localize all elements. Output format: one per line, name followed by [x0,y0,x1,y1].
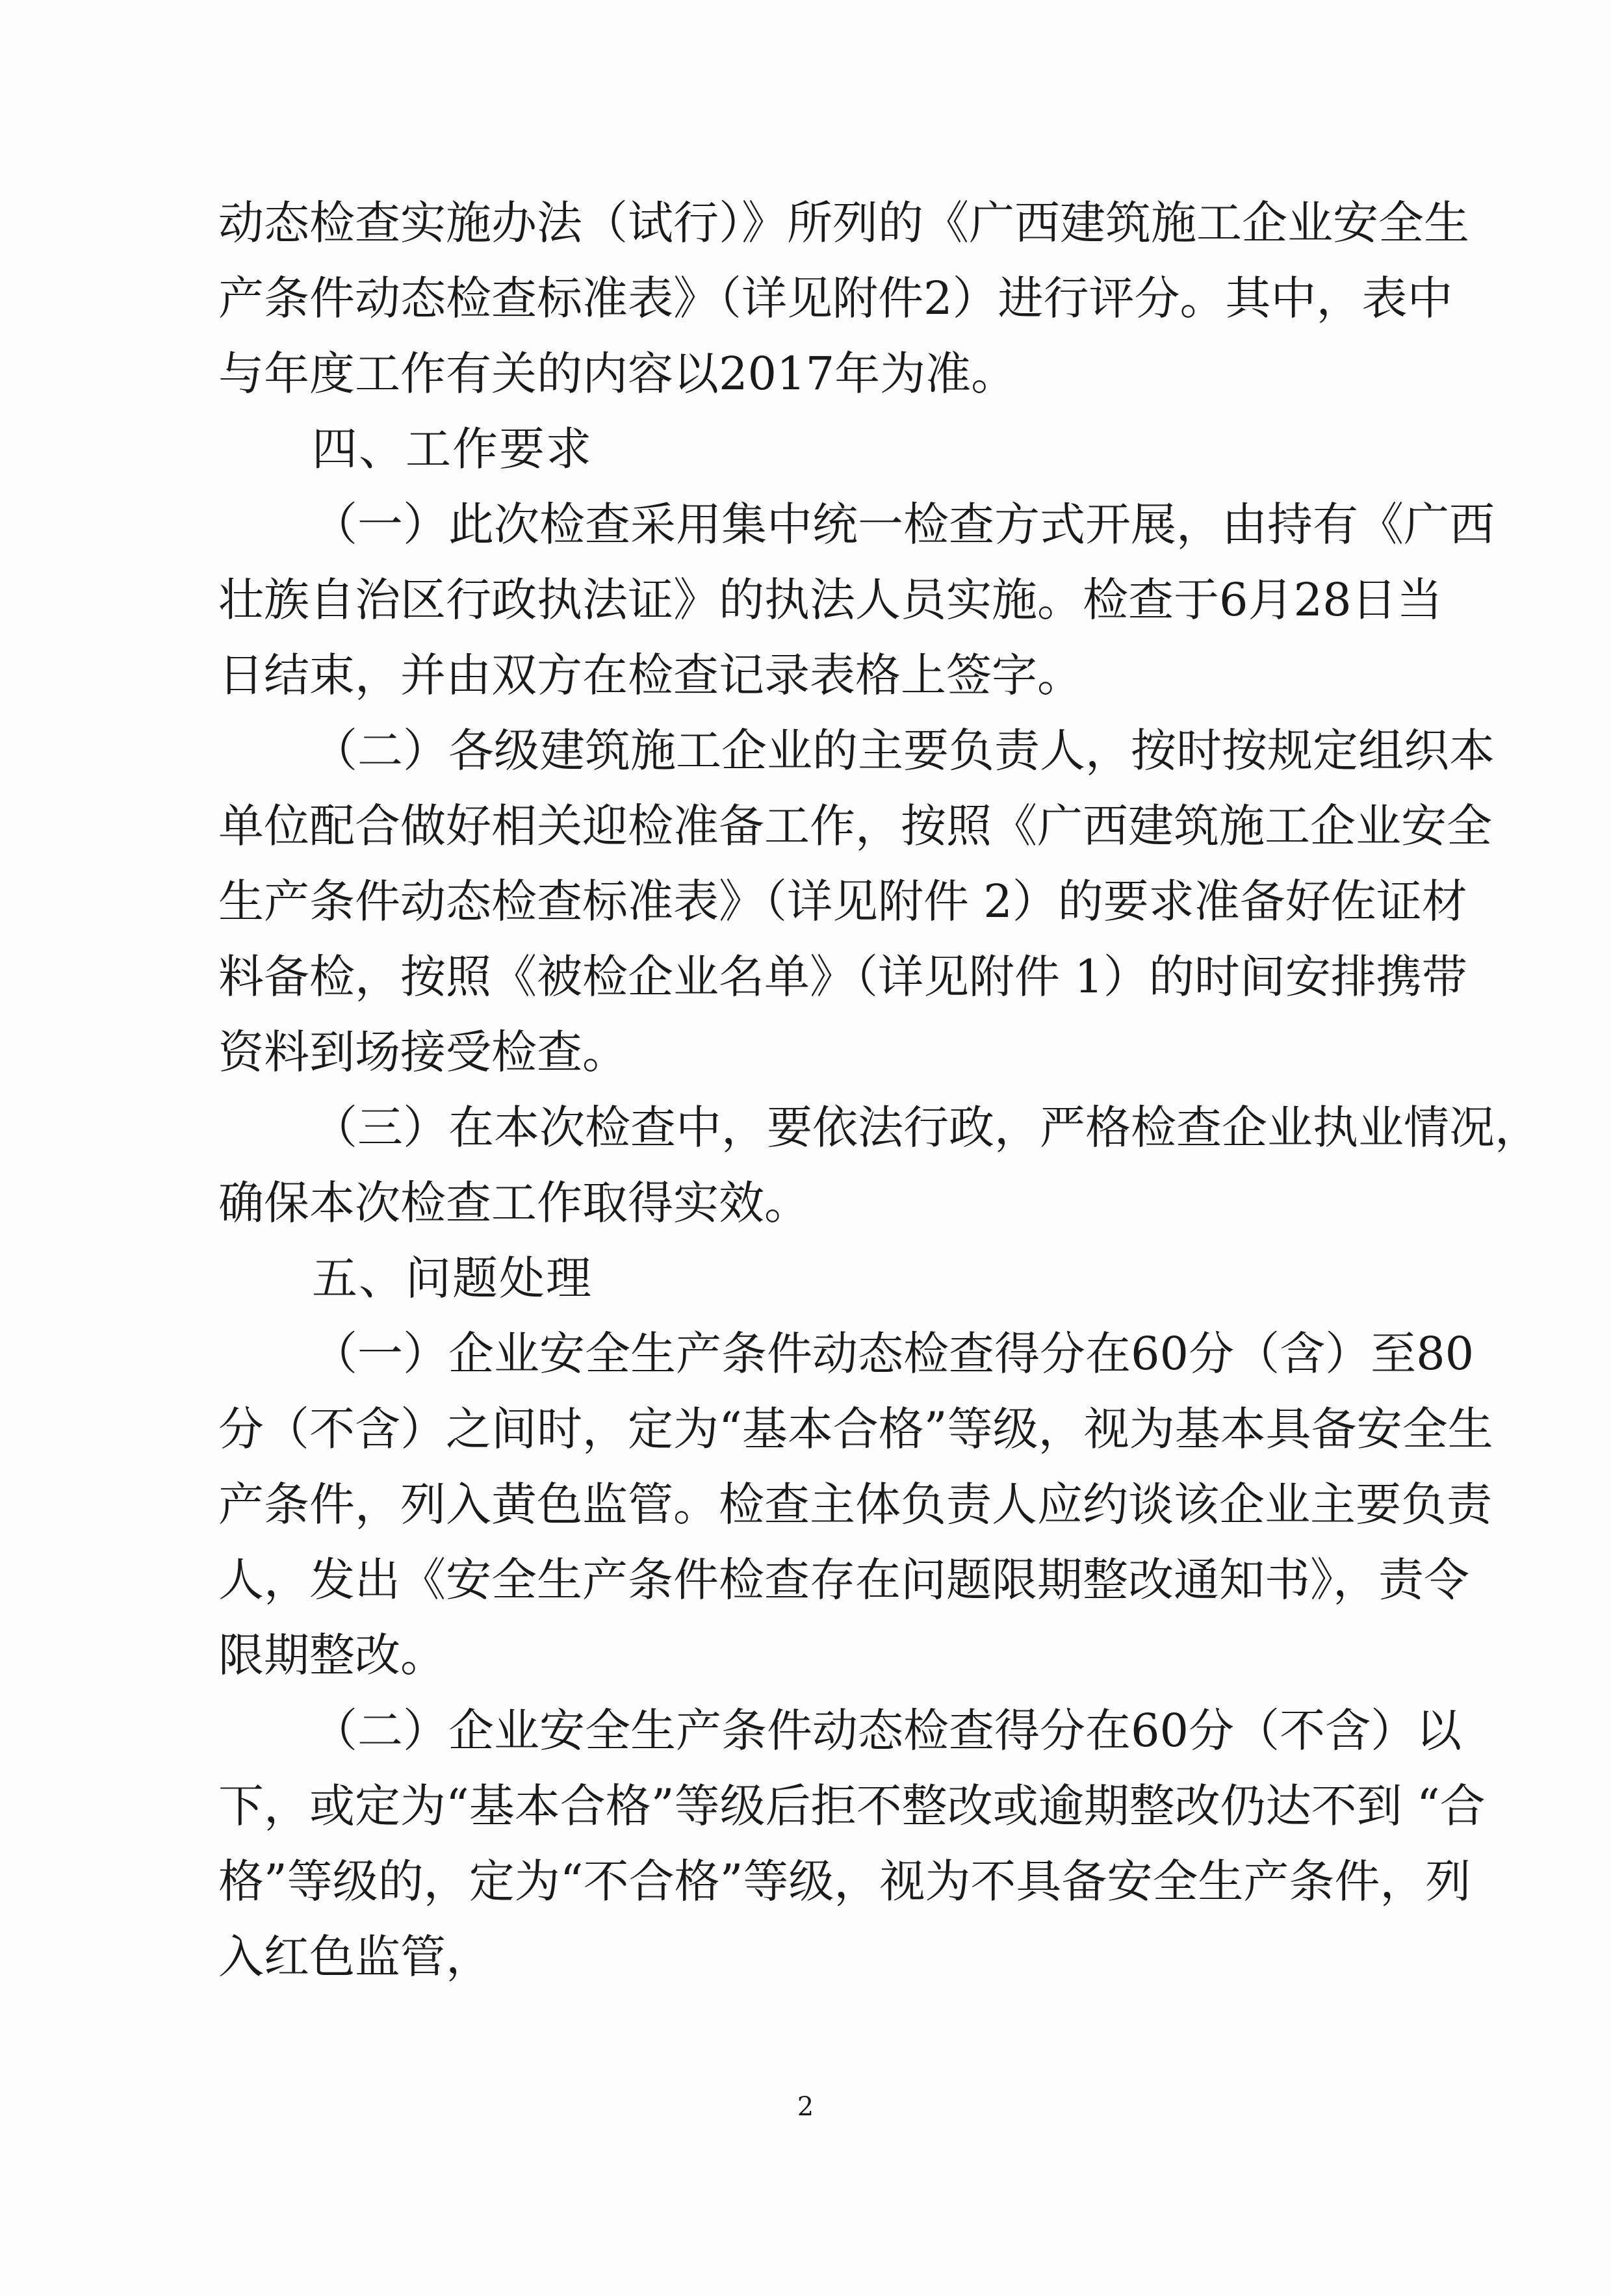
body-line: 分（不含）之间时，定为“基本合格”等级，视为基本具备安全生 [218,1402,1493,1456]
page-number: 2 [797,2092,814,2122]
body-line: 限期整改。 [218,1629,446,1682]
body-line: 壮族自治区行政执法证》的执法人员实施。检查于6月28日当 [218,573,1443,626]
body-line: 动态检查实施办法（试行）》所列的《广西建筑施工企业安全生 [218,196,1469,250]
body-line: （二）各级建筑施工企业的主要负责人，按时按规定组织本 [312,724,1495,777]
body-line: 格”等级的，定为“不合格”等级，视为不具备安全生产条件，列 [218,1855,1471,1908]
section-heading-work-requirements: 四、工作要求 [312,422,593,476]
body-line: 资料到场接受检查。 [218,1025,628,1079]
body-line: （三）在本次检查中，要依法行政，严格检查企业执业情况， [312,1101,1540,1154]
body-line: 人，发出《安全生产条件检查存在问题限期整改通知书》，责令 [218,1553,1469,1606]
body-line: （二）企业安全生产条件动态检查得分在60分（不含）以 [312,1704,1462,1757]
body-line: 与年度工作有关的内容以2017年为准。 [218,347,1017,400]
body-line: （一）企业安全生产条件动态检查得分在60分（含）至80 [312,1327,1475,1380]
body-line: 产条件，列入黄色监管。检查主体负责人应约谈该企业主要负责 [218,1478,1492,1531]
body-line: 料备检，按照《被检企业名单》（详见附件 1）的时间安排携带 [218,950,1467,1003]
body-line: 入红色监管， [218,1930,491,1983]
body-line: 产条件动态检查标准表》（详见附件2）进行评分。其中，表中 [218,272,1453,325]
body-line: （一）此次检查采用集中统一检查方式开展，由持有《广西 [312,498,1495,551]
body-line: 日结束，并由双方在检查记录表格上签字。 [218,649,1083,702]
section-heading-problem-handling: 五、问题处理 [312,1252,593,1305]
body-line: 生产条件动态检查标准表》（详见附件 2）的要求准备好佐证材 [218,875,1467,928]
body-line: 确保本次检查工作取得实效。 [218,1176,810,1230]
body-line: 下，或定为“基本合格”等级后拒不整改或逾期整改仍达不到 “合 [218,1779,1486,1833]
body-line: 单位配合做好相关迎检准备工作，按照《广西建筑施工企业安全 [218,799,1492,853]
